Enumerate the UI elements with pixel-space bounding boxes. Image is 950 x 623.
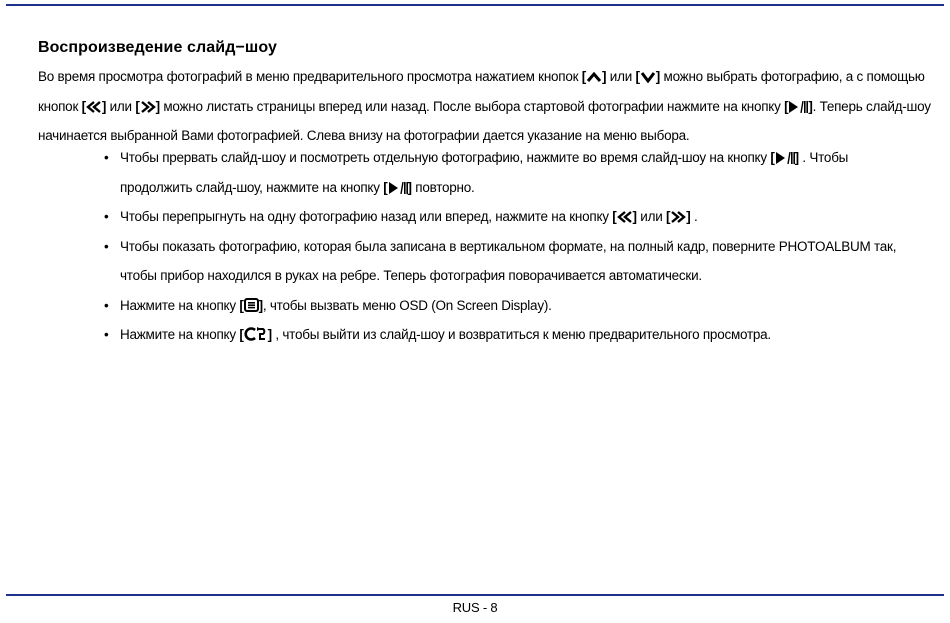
page-content xyxy=(38,34,938,151)
para-text-1: Во время просмотра фотографий в меню предварительного просмотра нажатием кнопок xyxy=(38,69,579,84)
list-item xyxy=(104,202,904,232)
back-icon xyxy=(244,327,268,341)
rewind-button-ref: [ ] xyxy=(612,209,637,224)
play-pause-icon xyxy=(788,101,808,113)
para-text-6: . Теперь слайд-шоу начинается выбранной Вами фотографией. Слева внизу на фотографии дается указание на меню выбора. xyxy=(38,98,931,143)
play-pause-icon xyxy=(388,182,408,194)
list-item xyxy=(104,291,904,321)
rewind-icon xyxy=(617,211,633,223)
menu-icon xyxy=(244,298,259,312)
up-button-ref: [ ] xyxy=(581,69,607,84)
back-button-ref: [ ] xyxy=(239,327,272,342)
down-button-ref: [ ] xyxy=(635,69,661,84)
list-text: Нажмите на кнопку xyxy=(120,327,236,342)
fast-forward-icon xyxy=(140,101,156,113)
list-text: . Чтобы продолжить слайд-шоу, нажмите на кнопку xyxy=(120,150,849,195)
forward-button-ref: [ ] xyxy=(666,209,691,224)
instruction-list xyxy=(104,143,904,350)
list-item xyxy=(104,232,904,291)
bottom-rule xyxy=(6,594,944,596)
play-pause-button-ref: [ ] xyxy=(770,150,799,165)
list-text: повторно. xyxy=(415,179,475,195)
list-text: Чтобы показать фотографию, которая была записана в вертикальном формате, на полный кадр, поверните PHOTOALBUM так, чтобы прибор находился в руках на ребре. Теперь фотография поворачивается автоматически. xyxy=(120,238,897,283)
play-pause-button-ref: [ ] xyxy=(784,98,813,114)
rewind-button-ref: [ ] xyxy=(81,98,107,114)
bullet-icon: • xyxy=(104,209,109,224)
list-text: , чтобы вызвать меню OSD (On Screen Display). xyxy=(262,297,552,313)
bullet-icon: • xyxy=(104,297,109,313)
forward-button-ref: [ ] xyxy=(135,98,160,114)
play-pause-icon xyxy=(775,152,795,164)
bullet-icon: • xyxy=(104,327,109,342)
list-text: Чтобы перепрыгнуть на одну фотографию назад или вперед, нажмите на кнопку xyxy=(120,209,609,224)
list-item xyxy=(104,143,904,202)
down-arrow-icon xyxy=(640,71,656,83)
up-arrow-icon xyxy=(586,71,602,83)
bullet-icon: • xyxy=(104,150,109,165)
list-text: или xyxy=(640,209,663,224)
para-text-4: или xyxy=(109,98,132,114)
para-text-5: можно листать страницы вперед или назад. После выбора стартовой фотографии нажмите на кнопку xyxy=(163,98,781,114)
intro-paragraph xyxy=(38,62,938,151)
section-title: Воспроизведение слайд−шоу xyxy=(38,39,278,56)
list-item xyxy=(104,320,904,350)
list-text: , чтобы выйти из слайд-шоу и возвратиться к меню предварительного просмотра. xyxy=(275,327,771,342)
top-rule xyxy=(6,4,944,6)
fast-forward-icon xyxy=(670,211,686,223)
play-pause-button-ref: [ ] xyxy=(383,179,412,195)
para-text-2: или xyxy=(609,69,633,84)
list-text: Нажмите на кнопку xyxy=(120,297,236,313)
menu-button-ref: [ ] xyxy=(239,297,263,313)
rewind-icon xyxy=(86,101,102,113)
list-text: Чтобы прервать слайд-шоу и посмотреть отдельную фотографию, нажмите во время слайд-шоу на кнопку xyxy=(120,150,767,165)
bullet-icon: • xyxy=(104,238,109,254)
para-text-3: можно выбрать фотографию, а с помощью кнопок xyxy=(38,69,925,114)
list-text: . xyxy=(694,209,698,224)
page-number: RUS - 8 xyxy=(452,600,498,615)
